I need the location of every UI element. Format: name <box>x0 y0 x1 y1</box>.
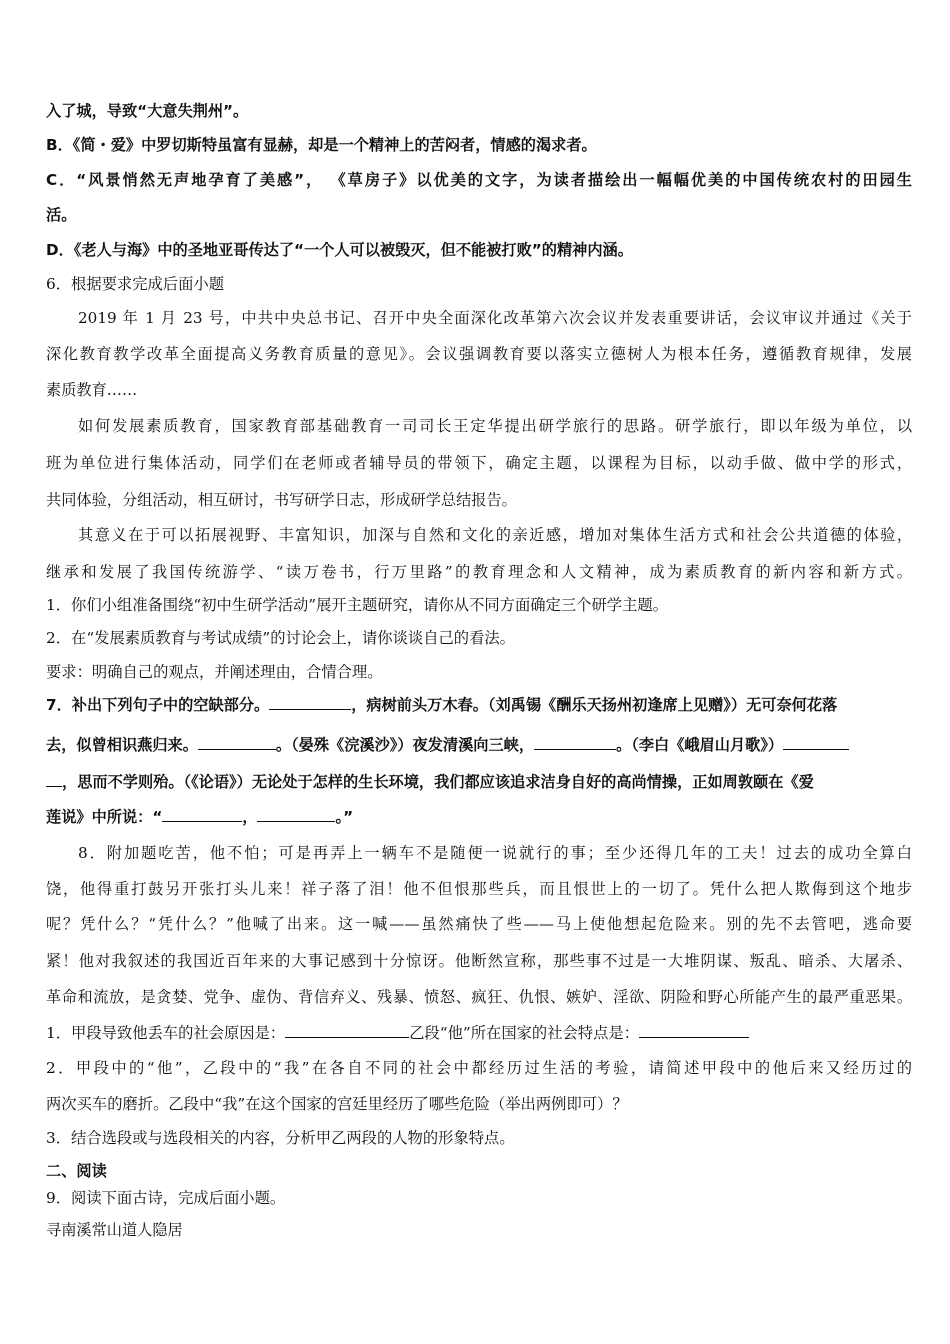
answer-blank[interactable] <box>269 694 351 710</box>
question-7-lead: 7．补出下列句子中的空缺部分。 <box>46 696 270 714</box>
passage-line: 呢？凭什么？“凭什么？”他喊了出来。这一喊——虽然痛快了些——马上使他想起危险来。别的先不去管吧，逃命要 <box>46 915 912 933</box>
answer-blank[interactable] <box>198 734 276 750</box>
answer-blank[interactable] <box>46 771 62 787</box>
sub-question-8-2-cont: 两次买车的磨折。乙段中“我”在这个国家的宫廷里经历了哪些危险（举出两例即可）？ <box>46 1095 628 1113</box>
passage-line: 其意义在于可以拓展视野、丰富知识，加深与自然和文化的亲近感，增加对集体生活方式和社会公共道德的体验， <box>78 526 912 544</box>
question-7-text: 。（李白《峨眉山月歌》） <box>616 736 784 754</box>
sub-question-1: 1．你们小组准备围绕“初中生研学活动”展开主题研究，请你从不同方面确定三个研学主题。 <box>46 596 668 614</box>
option-c-line-2: 活。 <box>46 206 77 224</box>
passage-line: 共同体验，分组活动，相互研讨，书写研学日志，形成研学总结报告。 <box>46 491 517 509</box>
poem-title: 寻南溪常山道人隐居 <box>46 1221 183 1239</box>
passage-line: 深化教育教学改革全面提高义务教育质量的意见》。会议强调教育要以落实立德树人为根本任务，遵循教育规律，发展 <box>46 345 912 363</box>
question-7-text: ，思而不学则殆。（《论语》）无论处于怎样的生长环境，我们都应该追求洁身自好的高尚情操，正如周敦颐在《爱 <box>62 773 814 791</box>
question-7-line-4 <box>46 806 912 828</box>
option-b: B．《简・爱》中罗切斯特虽富有显赫，却是一个精神上的苦闷者，情感的渴求者。 <box>46 136 597 154</box>
question-7-text: 。” <box>335 808 354 826</box>
answer-blank[interactable] <box>162 806 242 822</box>
question-9-title: 9．阅读下面古诗，完成后面小题。 <box>46 1189 286 1207</box>
question-7-text: ， <box>242 808 258 826</box>
question-6-title: 6．根据要求完成后面小题 <box>46 275 224 293</box>
passage-line: 2019 年 1 月 23 号，中共中央总书记、召开中央全面深化改革第六次会议并发表重要讲话，会议审议并通过《关于 <box>78 309 912 327</box>
requirement: 要求：明确自己的观点，并阐述理由，合情合理。 <box>46 663 383 681</box>
answer-blank[interactable] <box>783 734 849 750</box>
question-text: 乙段“他”所在国家的社会特点是： <box>409 1024 639 1042</box>
passage-line: 素质教育…… <box>46 381 138 399</box>
question-7-line-1 <box>46 694 912 716</box>
answer-blank[interactable] <box>257 806 335 822</box>
option-c-line-1: C．“风景悄然无声地孕育了美感”， 《草房子》以优美的文字，为读者描绘出一幅幅优美的中国传统农村的田园生 <box>46 171 912 189</box>
question-7-line-3 <box>46 771 912 793</box>
question-7-text: 去，似曾相识燕归来。 <box>46 736 198 754</box>
passage-line: 革命和流放，是贪婪、党争、虚伪、背信弃义、残暴、愤怒、疯狂、仇恨、嫉妒、淫欲、阴险和野心所能产生的最严重恶果。 <box>46 988 912 1006</box>
answer-blank[interactable] <box>639 1022 749 1038</box>
answer-blank[interactable] <box>534 734 616 750</box>
passage-line: 如何发展素质教育，国家教育部基础教育一司司长王定华提出研学旅行的思路。研学旅行，即以年级为单位，以 <box>78 417 912 435</box>
answer-blank[interactable] <box>285 1022 409 1038</box>
passage-line: 8．附加题吃苦，他不怕；可是再弄上一辆车不是随便一说就行的事；至少还得几年的工夫！过去的成功全算白 <box>78 844 912 862</box>
sub-question-8-2: 2．甲段中的“他”，乙段中的“我”在各自不同的社会中都经历过生活的考验，请简述甲段中的他后来又经历过的 <box>46 1059 912 1077</box>
question-7-text: 莲说》中所说：“ <box>46 808 163 826</box>
sub-question-2: 2．在“发展素质教育与考试成绩”的讨论会上，请你谈谈自己的看法。 <box>46 629 515 647</box>
option-a-continuation: 入了城，导致“大意失荆州”。 <box>46 102 249 120</box>
passage-line: 紧！他对我叙述的我国近百年来的大事记感到十分惊讶。他断然宣称，那些事不过是一大堆阴谋、叛乱、暗杀、大屠杀、 <box>46 952 912 970</box>
sub-question-8-3: 3．结合选段或与选段相关的内容，分析甲乙两段的人物的形象特点。 <box>46 1129 515 1147</box>
question-text: 1．甲段导致他丢车的社会原因是： <box>46 1024 286 1042</box>
passage-line: 班为单位进行集体活动，同学们在老师或者辅导员的带领下，确定主题，以课程为目标，以动手做、做中学的形式， <box>46 454 912 472</box>
question-7-line-2 <box>46 734 912 756</box>
passage-line: 继承和发展了我国传统游学、“读万卷书，行万里路”的教育理念和人文精神，成为素质教育的新内容和新方式。 <box>46 563 912 581</box>
sub-question-8-1 <box>46 1022 912 1044</box>
passage-line: 饶，他得重打鼓另开张打头儿来！祥子落了泪！他不但恨那些兵，而且恨世上的一切了。凭什么把人欺侮到这个地步 <box>46 880 912 898</box>
question-7-text: 。（晏殊《浣溪沙》）夜发清溪向三峡， <box>275 736 535 754</box>
question-7-text: ，病树前头万木春。（刘禹锡《酬乐天扬州初逢席上见赠》）无可奈何花落 <box>351 696 838 714</box>
section-heading: 二、阅读 <box>46 1162 107 1180</box>
option-d: D．《老人与海》中的圣地亚哥传达了“一个人可以被毁灭，但不能被打败”的精神内涵。 <box>46 241 633 259</box>
